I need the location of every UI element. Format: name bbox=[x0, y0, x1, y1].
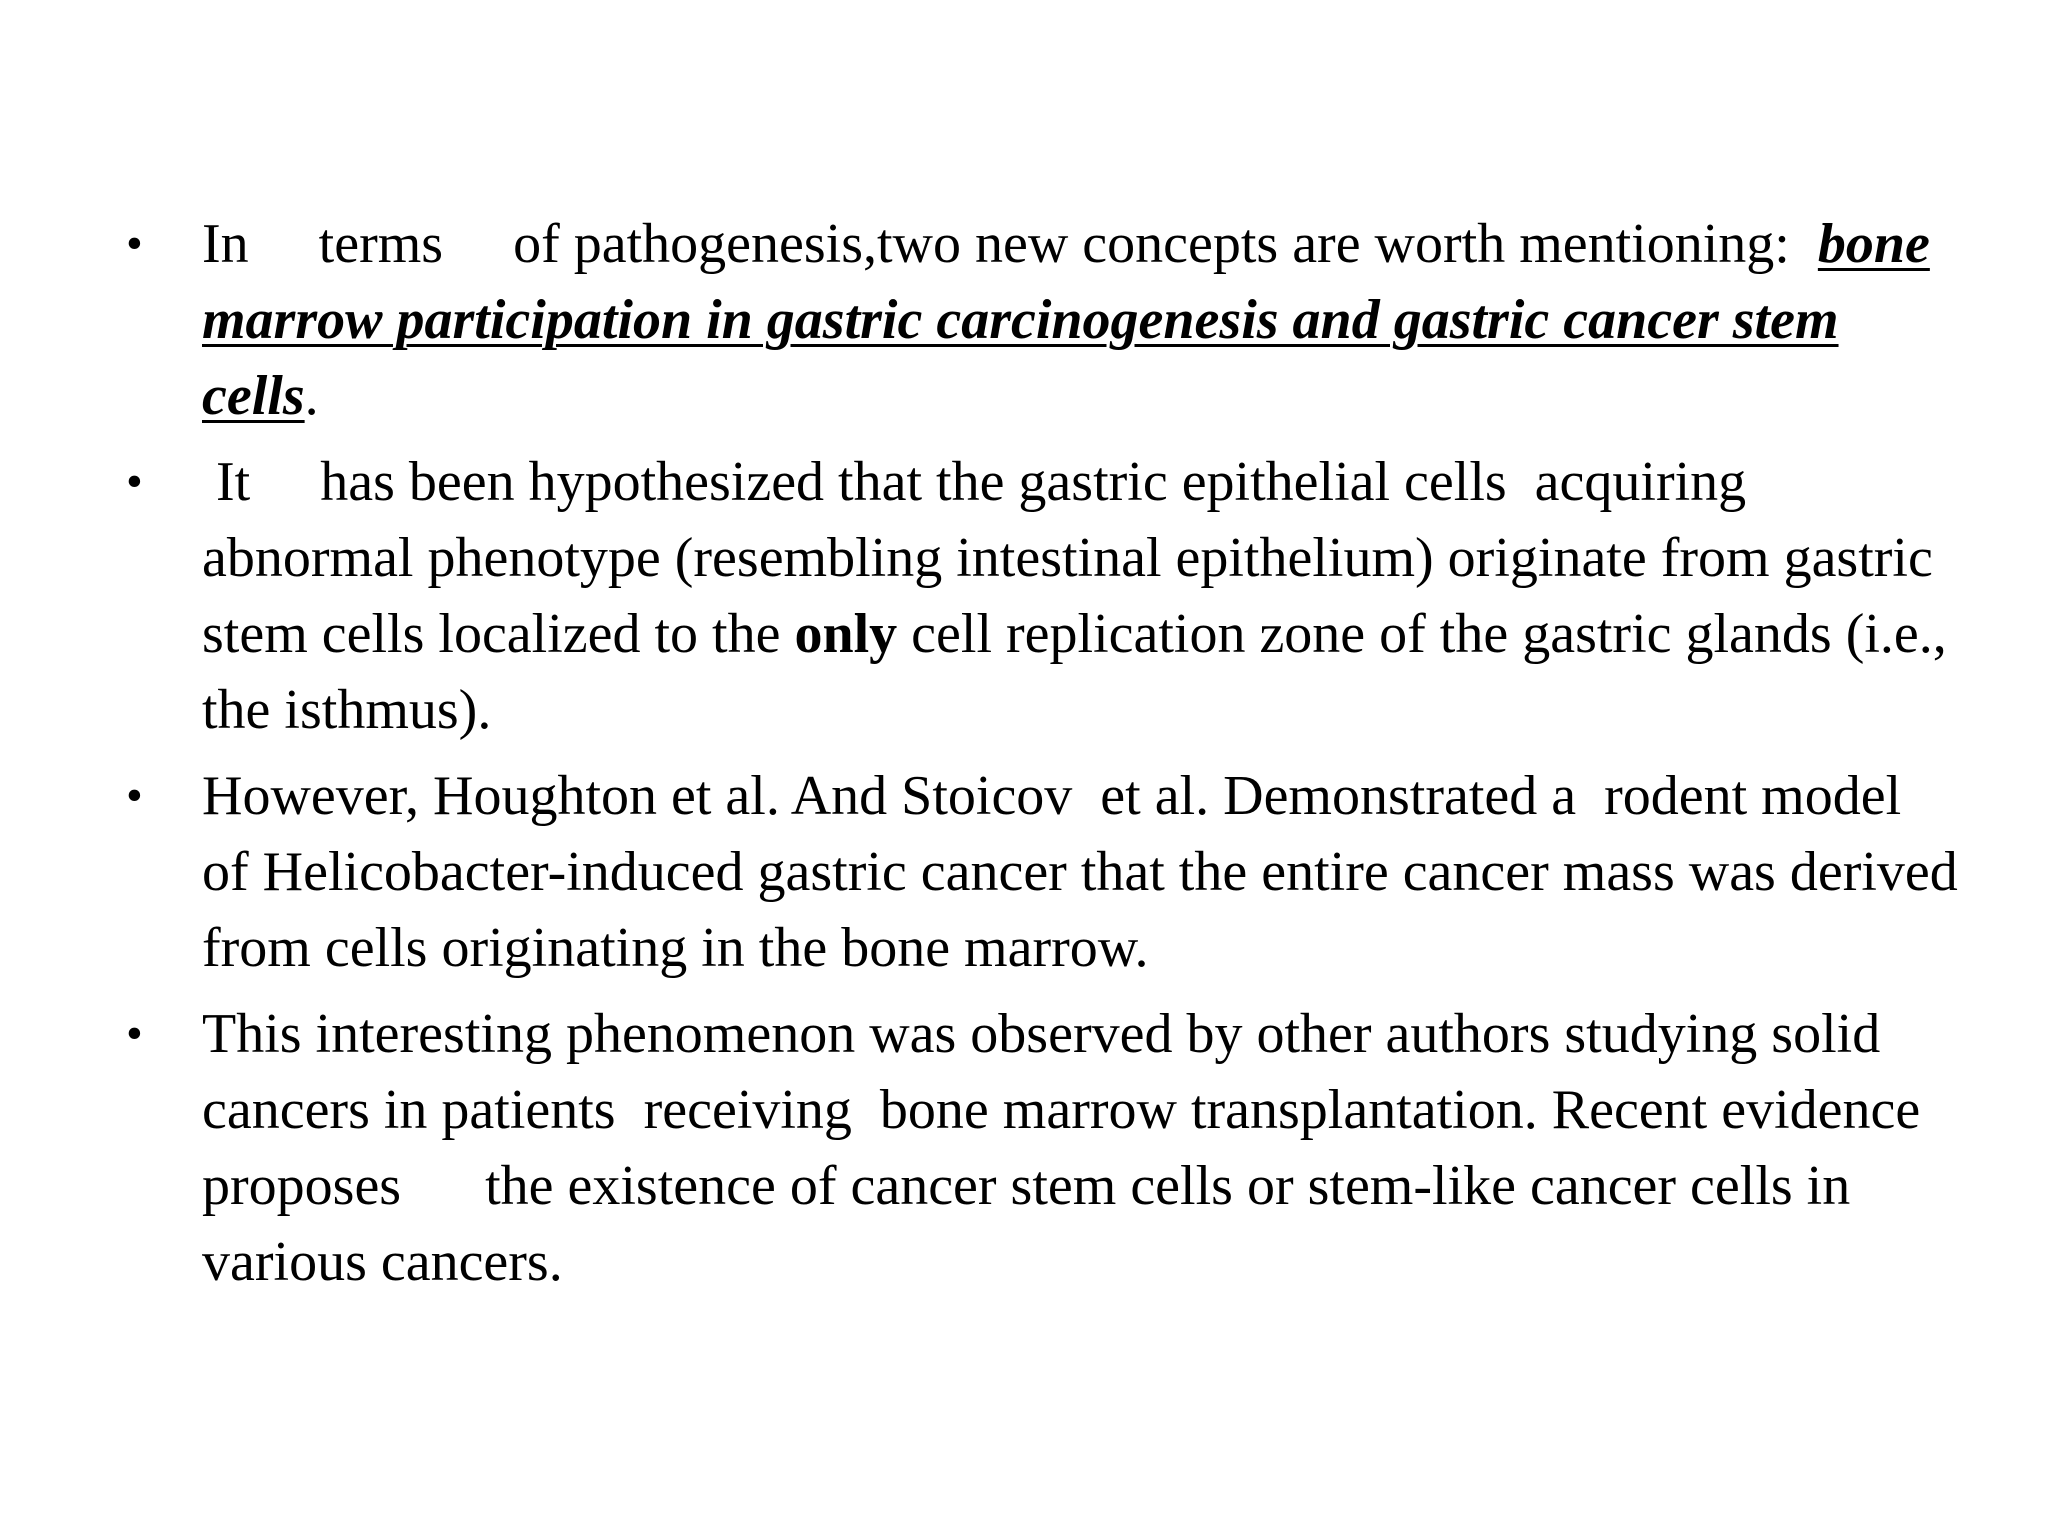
bullet-item-rodent-model bbox=[118, 758, 1972, 986]
bullet-item-pathogenesis bbox=[118, 206, 1958, 434]
bullet-text-end: cell replication zone of the gastric glands (i.e., the isthmus). bbox=[202, 603, 1947, 741]
bullet-text: In terms of pathogenesis,two new concepts are worth mentioning: bbox=[202, 213, 1818, 275]
bold-word: only bbox=[794, 603, 898, 665]
bullet-text: This interesting phenomenon was observed by other authors studying solid cancers in patients receiving bone marrow transplantation. Recent evidence proposes the existence of cancer stem cells or stem-like cancer cells in various cancers. bbox=[202, 1003, 1949, 1293]
bullet-item-hypothesis bbox=[118, 444, 1958, 748]
bullet-list bbox=[118, 206, 1972, 1310]
bullet-dot-icon: • bbox=[126, 1007, 143, 1060]
emphasized-concepts: bone marrow participation in gastric carcinogenesis and gastric cancer stem cells bbox=[202, 213, 1930, 427]
bullet-item-phenomenon bbox=[118, 996, 1958, 1300]
bullet-text: However, Houghton et al. And Stoicov et al. Demonstrated a rodent model of Helicobacter-induced gastric cancer that the entire cancer mass was derived from cells originating in the bone marrow. bbox=[202, 765, 1972, 979]
bullet-text: It has been hypothesized that the gastric epithelial cells acquiring abnormal phenotype (resembling intestinal epithelium) originate from gastric stem cells localized to the bbox=[202, 451, 1947, 665]
bullet-dot-icon: • bbox=[126, 217, 143, 270]
bullet-dot-icon: • bbox=[126, 455, 143, 508]
bullet-text-end: . bbox=[304, 365, 319, 427]
bullet-dot-icon: • bbox=[126, 769, 143, 822]
